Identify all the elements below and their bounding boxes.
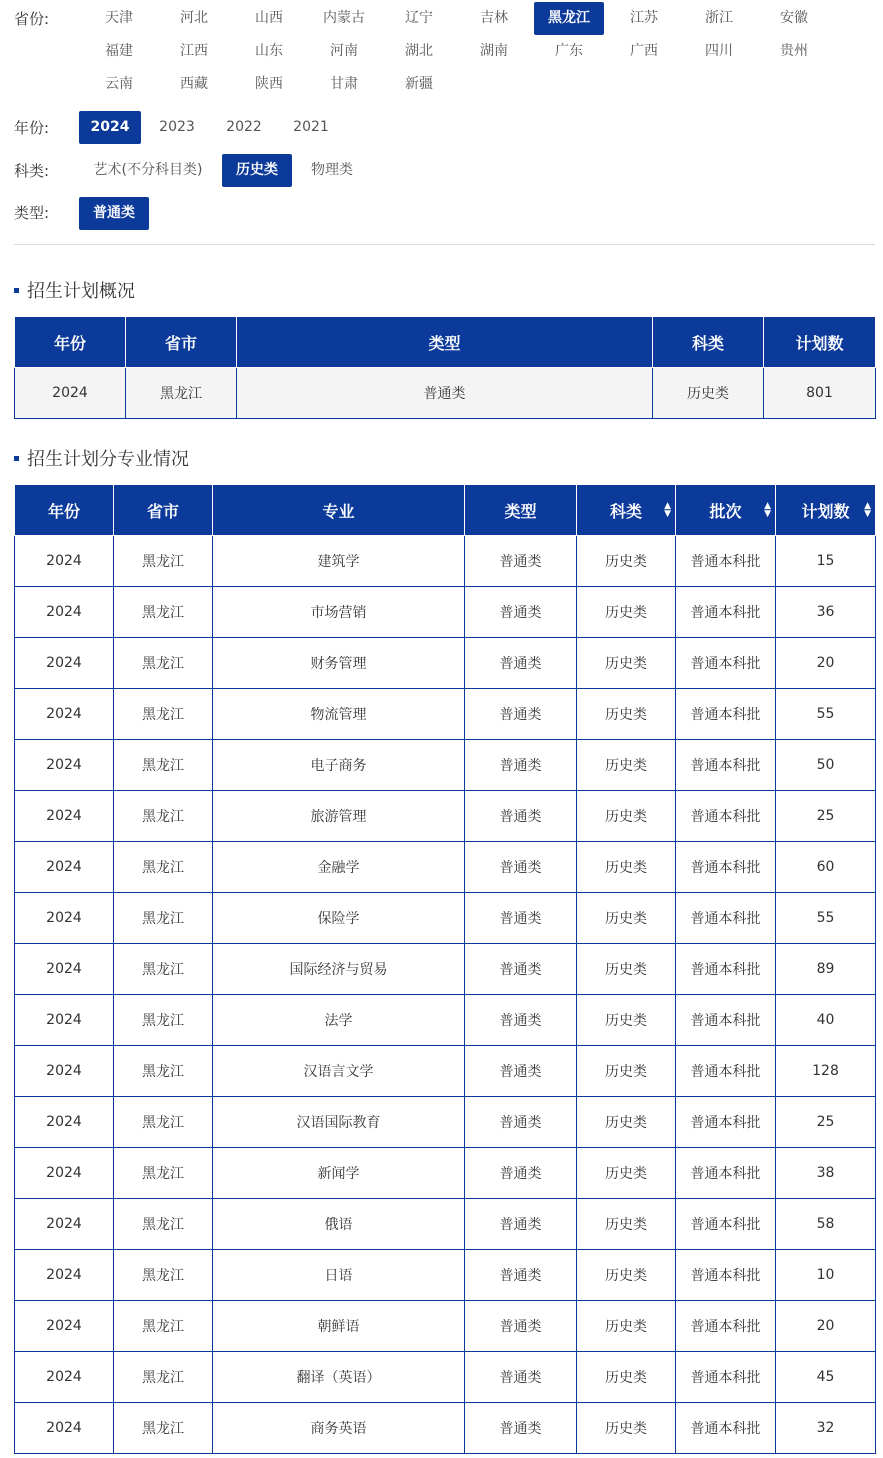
majors-header-cell[interactable] bbox=[776, 485, 876, 536]
table-cell: 朝鲜语 bbox=[213, 1301, 465, 1352]
overview-header-cell: 计划数 bbox=[764, 317, 876, 368]
majors-header-cell bbox=[15, 485, 114, 536]
table-cell: 50 bbox=[776, 740, 876, 791]
table-cell: 黑龙江 bbox=[114, 1046, 213, 1097]
table-cell: 15 bbox=[776, 536, 876, 587]
table-cell: 历史类 bbox=[653, 368, 764, 419]
divider bbox=[14, 244, 875, 245]
table-cell: 黑龙江 bbox=[114, 1250, 213, 1301]
table-cell: 历史类 bbox=[577, 1046, 676, 1097]
table-cell: 普通类 bbox=[465, 1148, 577, 1199]
table-cell: 翻译（英语） bbox=[213, 1352, 465, 1403]
table-cell: 历史类 bbox=[577, 842, 676, 893]
table-row bbox=[15, 536, 876, 587]
table-cell: 普通本科批 bbox=[676, 536, 776, 587]
province-option[interactable]: 内蒙古 bbox=[323, 10, 365, 26]
table-cell: 市场营销 bbox=[213, 587, 465, 638]
table-cell: 历史类 bbox=[577, 1250, 676, 1301]
table-cell: 黑龙江 bbox=[114, 995, 213, 1046]
table-cell: 普通本科批 bbox=[676, 1250, 776, 1301]
table-cell: 60 bbox=[776, 842, 876, 893]
table-cell: 36 bbox=[776, 587, 876, 638]
sort-icon[interactable]: ▲ ▼ bbox=[764, 501, 771, 519]
table-cell: 商务英语 bbox=[213, 1403, 465, 1454]
table-cell: 历史类 bbox=[577, 1199, 676, 1250]
table-row bbox=[15, 791, 876, 842]
table-cell: 89 bbox=[776, 944, 876, 995]
overview-section-title: 招生计划概况 bbox=[14, 277, 135, 303]
table-cell: 普通本科批 bbox=[676, 1148, 776, 1199]
table-cell: 历史类 bbox=[577, 587, 676, 638]
table-cell: 历史类 bbox=[577, 1097, 676, 1148]
table-cell: 普通本科批 bbox=[676, 1097, 776, 1148]
majors-table bbox=[14, 484, 876, 1454]
table-cell: 历史类 bbox=[577, 638, 676, 689]
table-cell: 2024 bbox=[15, 995, 114, 1046]
table-cell: 历史类 bbox=[577, 1403, 676, 1454]
majors-header-cell bbox=[465, 485, 577, 536]
table-cell: 普通类 bbox=[465, 536, 577, 587]
type-filter-label: 类型: bbox=[14, 204, 50, 222]
table-cell: 普通类 bbox=[465, 995, 577, 1046]
table-cell: 普通类 bbox=[465, 1250, 577, 1301]
majors-header-cell bbox=[114, 485, 213, 536]
table-cell: 25 bbox=[776, 1097, 876, 1148]
majors-header-cell bbox=[213, 485, 465, 536]
year-option[interactable]: 2021 bbox=[293, 119, 329, 135]
bullet-square-icon bbox=[14, 456, 19, 461]
type-option[interactable]: 普通类 bbox=[79, 197, 149, 230]
table-cell: 俄语 bbox=[213, 1199, 465, 1250]
province-option[interactable]: 安徽 bbox=[780, 10, 808, 26]
table-cell: 58 bbox=[776, 1199, 876, 1250]
subject-option[interactable]: 艺术(不分科目类) bbox=[93, 162, 203, 178]
province-option[interactable]: 广西 bbox=[630, 43, 658, 59]
table-cell: 2024 bbox=[15, 1199, 114, 1250]
table-row bbox=[15, 1403, 876, 1454]
table-cell: 普通本科批 bbox=[676, 1046, 776, 1097]
header-label: 类型 bbox=[504, 501, 537, 521]
table-cell: 801 bbox=[764, 368, 876, 419]
table-cell: 黑龙江 bbox=[114, 791, 213, 842]
table-cell: 黑龙江 bbox=[114, 740, 213, 791]
table-cell: 2024 bbox=[15, 1046, 114, 1097]
table-cell: 历史类 bbox=[577, 893, 676, 944]
year-option[interactable]: 2023 bbox=[159, 119, 195, 135]
table-cell: 普通本科批 bbox=[676, 638, 776, 689]
table-row bbox=[15, 368, 876, 419]
table-cell: 金融学 bbox=[213, 842, 465, 893]
province-option[interactable]: 河北 bbox=[180, 10, 208, 26]
table-cell: 2024 bbox=[15, 587, 114, 638]
table-cell: 物流管理 bbox=[213, 689, 465, 740]
table-cell: 普通类 bbox=[465, 1046, 577, 1097]
overview-header-cell: 省市 bbox=[126, 317, 237, 368]
table-cell: 黑龙江 bbox=[114, 689, 213, 740]
table-cell: 2024 bbox=[15, 638, 114, 689]
table-cell: 普通类 bbox=[465, 1301, 577, 1352]
table-cell: 普通本科批 bbox=[676, 791, 776, 842]
table-row bbox=[15, 1301, 876, 1352]
overview-header-cell: 科类 bbox=[653, 317, 764, 368]
province-option[interactable]: 四川 bbox=[705, 43, 733, 59]
table-cell: 建筑学 bbox=[213, 536, 465, 587]
header-label: 批次 bbox=[709, 501, 742, 521]
table-row bbox=[15, 1097, 876, 1148]
table-cell: 2024 bbox=[15, 1301, 114, 1352]
overview-header-cell: 年份 bbox=[15, 317, 126, 368]
table-cell: 黑龙江 bbox=[114, 536, 213, 587]
table-cell: 2024 bbox=[15, 536, 114, 587]
province-option[interactable]: 山东 bbox=[255, 43, 283, 59]
table-cell: 25 bbox=[776, 791, 876, 842]
header-label: 科类 bbox=[609, 501, 642, 521]
table-row bbox=[15, 1148, 876, 1199]
table-cell: 普通类 bbox=[465, 944, 577, 995]
table-cell: 黑龙江 bbox=[114, 842, 213, 893]
table-cell: 旅游管理 bbox=[213, 791, 465, 842]
table-cell: 普通类 bbox=[465, 1403, 577, 1454]
table-row bbox=[15, 587, 876, 638]
subject-option[interactable]: 历史类 bbox=[222, 154, 292, 187]
table-cell: 黑龙江 bbox=[114, 944, 213, 995]
table-cell: 历史类 bbox=[577, 740, 676, 791]
table-cell: 新闻学 bbox=[213, 1148, 465, 1199]
province-option[interactable]: 湖北 bbox=[405, 43, 433, 59]
table-cell: 黑龙江 bbox=[114, 1352, 213, 1403]
province-option[interactable]: 湖南 bbox=[480, 43, 508, 59]
province-option[interactable]: 甘肃 bbox=[330, 76, 358, 92]
table-cell: 普通类 bbox=[237, 368, 653, 419]
subject-filter-label: 科类: bbox=[14, 162, 50, 180]
table-cell: 黑龙江 bbox=[114, 1148, 213, 1199]
table-cell: 历史类 bbox=[577, 791, 676, 842]
table-cell: 38 bbox=[776, 1148, 876, 1199]
table-cell: 普通类 bbox=[465, 1199, 577, 1250]
table-cell: 55 bbox=[776, 689, 876, 740]
province-option[interactable]: 黑龙江 bbox=[534, 2, 604, 35]
table-cell: 2024 bbox=[15, 842, 114, 893]
year-filter-label: 年份: bbox=[14, 119, 50, 137]
table-cell: 历史类 bbox=[577, 536, 676, 587]
table-cell: 40 bbox=[776, 995, 876, 1046]
table-cell: 20 bbox=[776, 638, 876, 689]
table-cell: 55 bbox=[776, 893, 876, 944]
province-option[interactable]: 贵州 bbox=[780, 43, 808, 59]
table-cell: 国际经济与贸易 bbox=[213, 944, 465, 995]
table-cell: 普通本科批 bbox=[676, 740, 776, 791]
province-option[interactable]: 西藏 bbox=[180, 76, 208, 92]
table-cell: 普通类 bbox=[465, 740, 577, 791]
province-option[interactable]: 江西 bbox=[180, 43, 208, 59]
header-label: 计划数 bbox=[801, 501, 850, 521]
table-cell: 普通本科批 bbox=[676, 1199, 776, 1250]
table-cell: 历史类 bbox=[577, 995, 676, 1046]
table-cell: 45 bbox=[776, 1352, 876, 1403]
table-cell: 普通类 bbox=[465, 638, 577, 689]
sort-icon[interactable]: ▲ ▼ bbox=[664, 501, 671, 519]
table-cell: 2024 bbox=[15, 1352, 114, 1403]
table-cell: 财务管理 bbox=[213, 638, 465, 689]
table-cell: 电子商务 bbox=[213, 740, 465, 791]
table-row bbox=[15, 995, 876, 1046]
table-cell: 汉语言文学 bbox=[213, 1046, 465, 1097]
header-label: 省市 bbox=[146, 501, 179, 521]
table-cell: 2024 bbox=[15, 1250, 114, 1301]
table-cell: 黑龙江 bbox=[114, 587, 213, 638]
table-cell: 黑龙江 bbox=[114, 893, 213, 944]
sort-icon[interactable]: ▲ ▼ bbox=[864, 501, 871, 519]
province-option[interactable]: 云南 bbox=[105, 76, 133, 92]
table-row bbox=[15, 944, 876, 995]
province-option[interactable]: 河南 bbox=[330, 43, 358, 59]
table-cell: 普通本科批 bbox=[676, 1301, 776, 1352]
province-option[interactable]: 浙江 bbox=[705, 10, 733, 26]
table-cell: 20 bbox=[776, 1301, 876, 1352]
table-cell: 普通本科批 bbox=[676, 1403, 776, 1454]
year-option[interactable]: 2024 bbox=[79, 111, 141, 144]
province-option[interactable]: 江苏 bbox=[630, 10, 658, 26]
table-cell: 黑龙江 bbox=[114, 1301, 213, 1352]
table-cell: 普通本科批 bbox=[676, 1352, 776, 1403]
table-cell: 2024 bbox=[15, 893, 114, 944]
table-cell: 2024 bbox=[15, 368, 126, 419]
province-option[interactable]: 陕西 bbox=[255, 76, 283, 92]
table-cell: 黑龙江 bbox=[114, 1403, 213, 1454]
table-cell: 普通本科批 bbox=[676, 944, 776, 995]
table-cell: 日语 bbox=[213, 1250, 465, 1301]
table-cell: 历史类 bbox=[577, 1301, 676, 1352]
majors-header-cell[interactable] bbox=[676, 485, 776, 536]
table-cell: 128 bbox=[776, 1046, 876, 1097]
table-cell: 2024 bbox=[15, 1403, 114, 1454]
overview-table bbox=[14, 316, 876, 419]
table-row bbox=[15, 740, 876, 791]
table-cell: 普通类 bbox=[465, 587, 577, 638]
table-cell: 2024 bbox=[15, 1148, 114, 1199]
table-row bbox=[15, 893, 876, 944]
majors-section-title: 招生计划分专业情况 bbox=[14, 445, 189, 471]
table-cell: 黑龙江 bbox=[126, 368, 237, 419]
table-cell: 普通类 bbox=[465, 791, 577, 842]
table-cell: 黑龙江 bbox=[114, 1199, 213, 1250]
table-cell: 汉语国际教育 bbox=[213, 1097, 465, 1148]
table-cell: 保险学 bbox=[213, 893, 465, 944]
header-label: 年份 bbox=[47, 501, 80, 521]
table-cell: 历史类 bbox=[577, 1148, 676, 1199]
table-cell: 普通类 bbox=[465, 1352, 577, 1403]
table-cell: 10 bbox=[776, 1250, 876, 1301]
table-cell: 法学 bbox=[213, 995, 465, 1046]
table-cell: 历史类 bbox=[577, 944, 676, 995]
province-option[interactable]: 天津 bbox=[105, 10, 133, 26]
table-cell: 普通类 bbox=[465, 689, 577, 740]
table-cell: 2024 bbox=[15, 1097, 114, 1148]
bullet-square-icon bbox=[14, 288, 19, 293]
table-cell: 普通本科批 bbox=[676, 995, 776, 1046]
table-cell: 普通本科批 bbox=[676, 842, 776, 893]
province-option[interactable]: 广东 bbox=[555, 43, 583, 59]
table-row bbox=[15, 1199, 876, 1250]
province-option[interactable]: 山西 bbox=[255, 10, 283, 26]
table-cell: 32 bbox=[776, 1403, 876, 1454]
table-row bbox=[15, 638, 876, 689]
province-option[interactable]: 新疆 bbox=[405, 76, 433, 92]
table-cell: 历史类 bbox=[577, 689, 676, 740]
table-cell: 普通本科批 bbox=[676, 587, 776, 638]
province-option[interactable]: 吉林 bbox=[480, 10, 508, 26]
year-option[interactable]: 2022 bbox=[226, 119, 262, 135]
header-label: 专业 bbox=[322, 501, 355, 521]
table-row bbox=[15, 689, 876, 740]
province-option[interactable]: 辽宁 bbox=[405, 10, 433, 26]
table-cell: 2024 bbox=[15, 944, 114, 995]
table-row bbox=[15, 842, 876, 893]
table-cell: 2024 bbox=[15, 689, 114, 740]
table-cell: 普通本科批 bbox=[676, 893, 776, 944]
majors-header-cell[interactable] bbox=[577, 485, 676, 536]
province-option[interactable]: 福建 bbox=[105, 43, 133, 59]
subject-option[interactable]: 物理类 bbox=[311, 162, 353, 178]
table-cell: 2024 bbox=[15, 740, 114, 791]
overview-header-cell: 类型 bbox=[237, 317, 653, 368]
table-row bbox=[15, 1250, 876, 1301]
table-cell: 黑龙江 bbox=[114, 638, 213, 689]
table-cell: 历史类 bbox=[577, 1352, 676, 1403]
table-cell: 普通类 bbox=[465, 893, 577, 944]
table-cell: 普通本科批 bbox=[676, 689, 776, 740]
table-cell: 黑龙江 bbox=[114, 1097, 213, 1148]
table-row bbox=[15, 1046, 876, 1097]
table-row bbox=[15, 1352, 876, 1403]
table-cell: 2024 bbox=[15, 791, 114, 842]
table-cell: 普通类 bbox=[465, 1097, 577, 1148]
table-cell: 普通类 bbox=[465, 842, 577, 893]
province-filter-label: 省份: bbox=[14, 10, 50, 28]
